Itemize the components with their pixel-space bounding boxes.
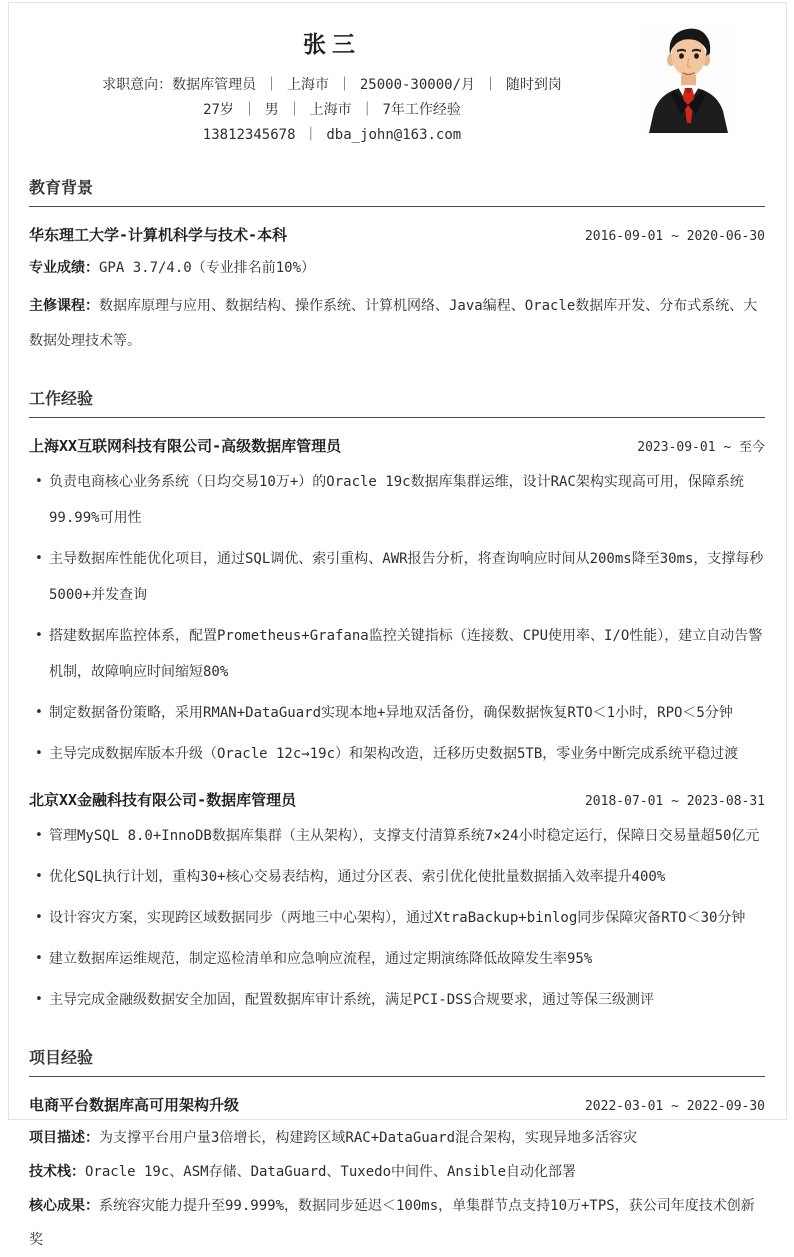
project-stack-label: 技术栈： [29, 1164, 85, 1180]
contact-line: 13812345678 ｜ dba_john@163.com [202, 127, 462, 143]
job-bullet-list [29, 464, 765, 772]
gpa-label: 专业成绩： [29, 260, 99, 276]
project-entry-header [29, 1094, 765, 1115]
education-date-range: 2016-09-01 ~ 2020-06-30 [584, 229, 765, 244]
courses-value: 数据库原理与应用、数据结构、操作系统、计算机网络、Java编程、Oracle数据库开发、分布式系统、大数据处理技术等。 [29, 298, 758, 349]
project-description-line [29, 1121, 765, 1155]
job-bullet: • 建立数据库运维规范，制定巡检清单和应急响应流程，通过定期演练降低故障发生率95% [29, 941, 765, 977]
project-result-line [29, 1189, 765, 1257]
job-bullet: • 主导完成金融级数据安全加固，配置数据库审计系统，满足PCI-DSS合规要求，通过等保三级测评 [29, 982, 765, 1018]
section-projects [29, 1045, 765, 1257]
gpa-value: GPA 3.7/4.0（专业排名前10%） [99, 260, 316, 276]
resume-header [0, 0, 794, 148]
courses-line [29, 289, 765, 359]
job-entry [29, 789, 765, 1018]
section-education [29, 175, 765, 359]
education-entry-header [29, 224, 765, 245]
courses-label: 主修课程： [29, 298, 99, 314]
candidate-name: 张三 [303, 32, 361, 58]
job-company-role: 北京XX金融科技有限公司-数据库管理员 [29, 791, 297, 809]
project-stack-value: Oracle 19c、ASM存储、DataGuard、Tuxedo中间件、Ansible自动化部署 [85, 1164, 577, 1180]
project-date-range: 2022-03-01 ~ 2022-09-30 [584, 1099, 765, 1114]
job-bullet: • 优化SQL执行计划，重构30+核心交易表结构，通过分区表、索引优化使批量数据插入效率提升400% [29, 859, 765, 895]
job-intent-line: 求职意向：数据库管理员 ｜ 上海市 ｜ 25000-30000/月 ｜ 随时到岗 [102, 77, 562, 93]
job-entry-header [29, 789, 765, 810]
job-bullet: • 主导完成数据库版本升级（Oracle 12c→19c）和架构改造，迁移历史数据5TB，零业务中断完成系统平稳过渡 [29, 736, 765, 772]
gpa-line [29, 258, 765, 278]
job-bullet: • 搭建数据库监控体系，配置Prometheus+Grafana监控关键指标（连接数、CPU使用率、I/O性能），建立自动告警机制，故障响应时间缩短80% [29, 618, 765, 690]
project-description-label: 项目描述： [29, 1130, 99, 1146]
project-name: 电商平台数据库高可用架构升级 [29, 1096, 240, 1114]
job-bullet: • 设计容灾方案，实现跨区域数据同步（两地三中心架构），通过XtraBackup+binlog同步保障灾备RTO＜30分钟 [29, 900, 765, 936]
profile-line: 27岁 ｜ 男 ｜ 上海市 ｜ 7年工作经验 [203, 102, 461, 118]
job-bullet: • 管理MySQL 8.0+InnoDB数据库集群（主从架构），支撑支付清算系统7×24小时稳定运行，保障日交易量超50亿元 [29, 818, 765, 854]
section-experience [29, 386, 765, 1018]
education-title: 教育背景 [29, 175, 765, 207]
resume-body [0, 175, 794, 1257]
projects-title: 项目经验 [29, 1045, 765, 1077]
job-date-range: 2018-07-01 ~ 2023-08-31 [584, 794, 765, 809]
job-bullet: • 负责电商核心业务系统（日均交易10万+）的Oracle 19c数据库集群运维，设计RAC架构实现高可用，保障系统99.99%可用性 [29, 464, 765, 536]
project-description-value: 为支撑平台用户量3倍增长，构建跨区域RAC+DataGuard混合架构，实现异地多活容灾 [99, 1130, 638, 1146]
school-name: 华东理工大学-计算机科学与技术-本科 [29, 226, 288, 244]
project-result-label: 核心成果： [29, 1198, 99, 1214]
job-bullet: • 制定数据备份策略，采用RMAN+DataGuard实现本地+异地双活备份，确保数据恢复RTO＜1小时，RPO＜5分钟 [29, 695, 765, 731]
project-result-value: 系统容灾能力提升至99.999%，数据同步延迟＜100ms，单集群节点支持10万+TPS，获公司年度技术创新奖 [29, 1198, 755, 1248]
job-entry-header [29, 435, 765, 456]
job-company-role: 上海XX互联网科技有限公司-高级数据库管理员 [29, 437, 342, 455]
project-entry [29, 1094, 765, 1257]
job-bullet-list [29, 818, 765, 1018]
job-bullet: • 主导数据库性能优化项目，通过SQL调优、索引重构、AWR报告分析，将查询响应时间从200ms降至30ms，支撑每秒5000+并发查询 [29, 541, 765, 613]
avatar-illustration [641, 23, 736, 133]
profile-photo [641, 23, 736, 133]
job-date-range: 2023-09-01 ~ 至今 [637, 440, 765, 455]
project-stack-line [29, 1155, 765, 1189]
job-entry [29, 435, 765, 772]
experience-title: 工作经验 [29, 386, 765, 418]
